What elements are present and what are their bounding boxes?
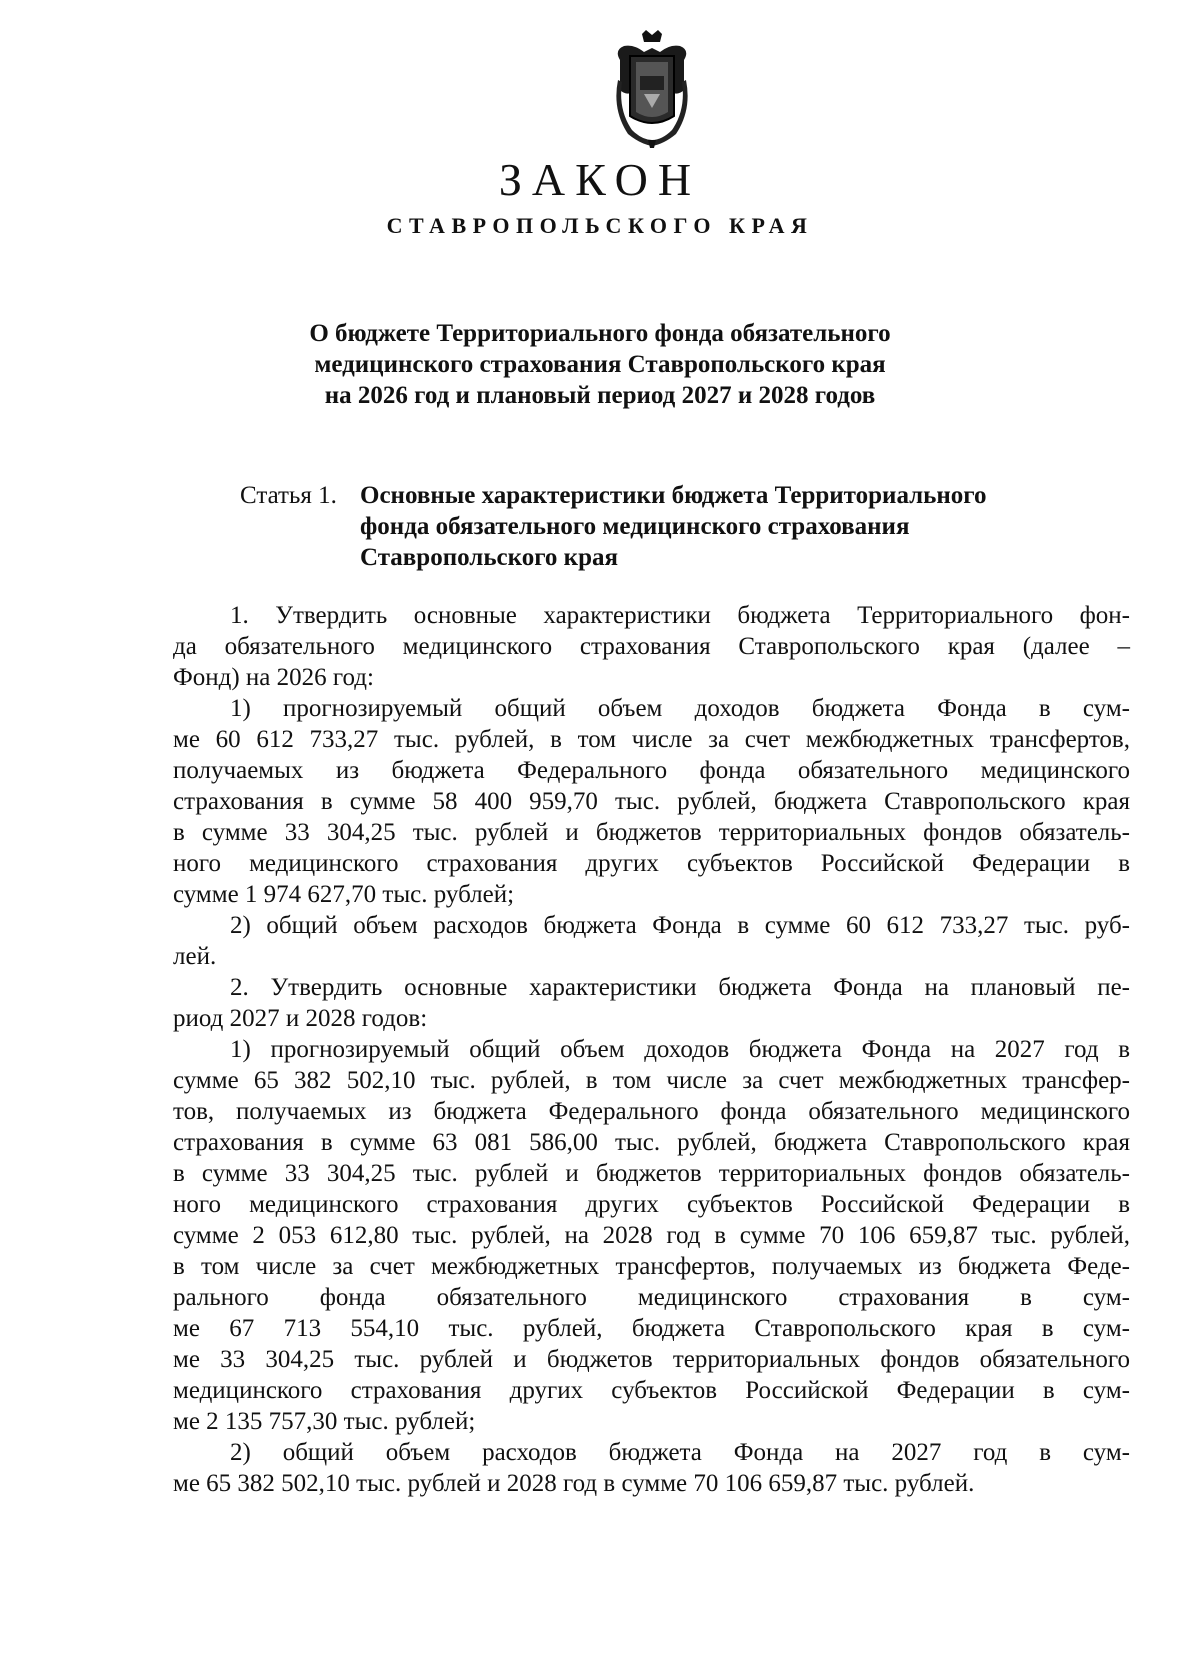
body-line: в сумме 33 304,25 тыс. рублей и бюджетов территориальных фондов обязатель- (173, 1160, 1130, 1187)
body-line: 2) общий объем расходов бюджета Фонда в сумме 60 612 733,27 тыс. руб- (230, 912, 1130, 939)
document-title-line: медицинского страхования Ставропольского края (314, 351, 886, 378)
document-title-line: О бюджете Территориального фонда обязательного (309, 320, 891, 347)
body-line: ного медицинского страхования других субъектов Российской Федерации в (173, 1191, 1130, 1218)
body-line: 2) общий объем расходов бюджета Фонда на 2027 год в сум- (230, 1439, 1130, 1466)
body-line: сумме 65 382 502,10 тыс. рублей, в том числе за счет межбюджетных трансфер- (173, 1067, 1130, 1094)
body-line: ного медицинского страхования других субъектов Российской Федерации в (173, 850, 1130, 877)
article-title-line: Основные характеристики бюджета Территориального (360, 482, 987, 509)
body-line: 1. Утвердить основные характеристики бюджета Территориального фон- (230, 602, 1130, 629)
body-line: да обязательного медицинского страхования Ставропольского края (далее – (173, 633, 1130, 660)
body-line: в сумме 33 304,25 тыс. рублей и бюджетов территориальных фондов обязатель- (173, 819, 1130, 846)
article-title (360, 480, 1090, 573)
law-region: СТАВРОПОЛЬСКОГО КРАЯ (386, 213, 814, 238)
article-title-line: Ставропольского края (360, 544, 619, 571)
body-line: медицинского страхования других субъектов Российской Федерации в сум- (173, 1377, 1130, 1404)
body-line: ме 65 382 502,10 тыс. рублей и 2028 год в сумме 70 106 659,87 тыс. рублей. (173, 1470, 975, 1497)
body-line: в том числе за счет межбюджетных трансфертов, получаемых из бюджета Феде- (173, 1253, 1130, 1280)
body-line: ме 67 713 554,10 тыс. рублей, бюджета Ставропольского края в сум- (173, 1315, 1130, 1342)
coat-of-arms-icon (610, 30, 694, 148)
body-line: 1) прогнозируемый общий объем доходов бюджета Фонда на 2027 год в (230, 1036, 1130, 1063)
article-number: Статья 1. (240, 482, 337, 509)
body-line: сумме 1 974 627,70 тыс. рублей; (173, 881, 515, 908)
body-line: страхования в сумме 63 081 586,00 тыс. рублей, бюджета Ставропольского края (173, 1129, 1130, 1156)
document-title-line: на 2026 год и плановый период 2027 и 2028 годов (324, 382, 876, 409)
body-line: рального фонда обязательного медицинского страхования в сум- (173, 1284, 1130, 1311)
body-line: тов, получаемых из бюджета Федерального фонда обязательного медицинского (173, 1098, 1130, 1125)
body-line: риод 2027 и 2028 годов: (173, 1005, 428, 1032)
article-title-line: фонда обязательного медицинского страхования (360, 513, 910, 540)
body-line: ме 60 612 733,27 тыс. рублей, в том числе за счет межбюджетных трансфертов, (173, 726, 1130, 753)
document-title (180, 318, 1020, 411)
body-line: сумме 2 053 612,80 тыс. рублей, на 2028 год в сумме 70 106 659,87 тыс. рублей, (173, 1222, 1130, 1249)
body-line: Фонд) на 2026 год: (173, 664, 374, 691)
body-line: страхования в сумме 58 400 959,70 тыс. рублей, бюджета Ставропольского края (173, 788, 1130, 815)
law-title: ЗАКОН (498, 154, 702, 205)
body-line: 2. Утвердить основные характеристики бюджета Фонда на плановый пе- (230, 974, 1130, 1001)
article-body (173, 600, 1130, 1499)
body-line: получаемых из бюджета Федерального фонда обязательного медицинского (173, 757, 1130, 784)
body-line: ме 33 304,25 тыс. рублей и бюджетов территориальных фондов обязательного (173, 1346, 1130, 1373)
body-line: 1) прогнозируемый общий объем доходов бюджета Фонда в сум- (230, 695, 1130, 722)
body-line: лей. (173, 943, 217, 970)
body-line: ме 2 135 757,30 тыс. рублей; (173, 1408, 476, 1435)
